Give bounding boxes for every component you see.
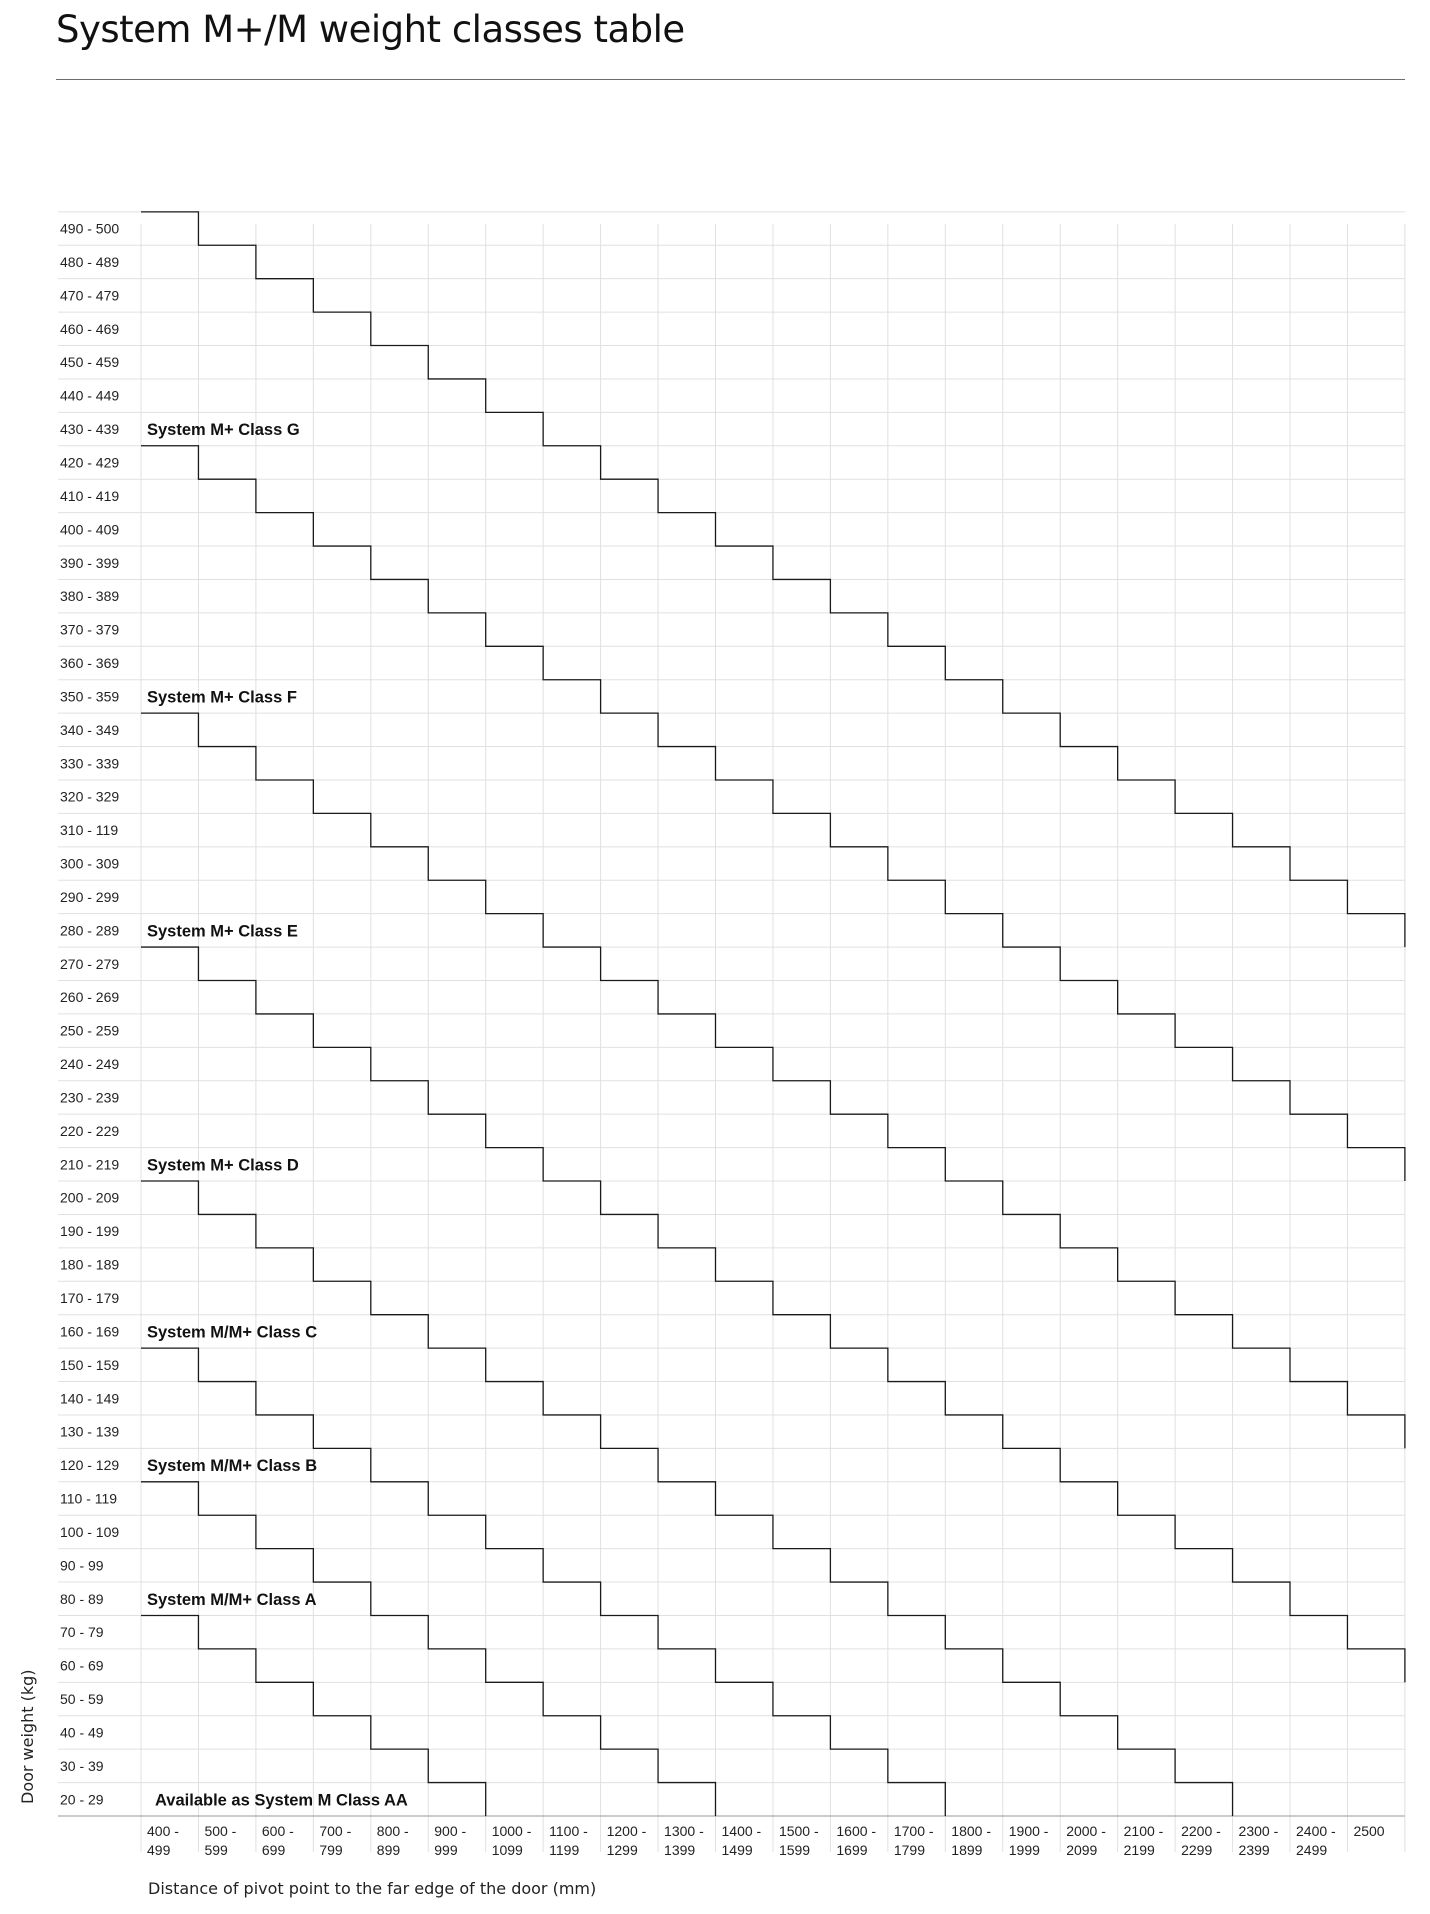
y-tick-label: 450 - 459: [60, 354, 120, 371]
x-tick-label: 2500: [1353, 1823, 1385, 1839]
y-tick-label: 170 - 179: [60, 1289, 120, 1306]
x-tick-label: 600 -: [261, 1823, 294, 1839]
y-tick-label: 140 - 149: [60, 1390, 120, 1407]
labels: [18, 221, 1385, 1898]
x-tick-label: 2100 -: [1123, 1823, 1164, 1839]
x-tick-label: 800 -: [376, 1823, 409, 1839]
y-tick-label: 270 - 279: [60, 955, 120, 972]
x-tick-label: 2299: [1181, 1842, 1213, 1858]
x-tick-label: 1500 -: [778, 1823, 819, 1839]
y-tick-label: 470 - 479: [60, 287, 120, 304]
x-tick-label: 1599: [778, 1842, 811, 1858]
y-tick-label: 410 - 419: [60, 487, 120, 504]
x-tick-label: 1699: [836, 1842, 868, 1858]
y-tick-label: 80 - 89: [60, 1590, 104, 1607]
class-label: System M+ Class D: [147, 1156, 299, 1175]
x-tick-label: 1399: [664, 1842, 696, 1858]
x-tick-label: 999: [434, 1842, 458, 1858]
class-label: System M+ Class G: [147, 421, 300, 440]
x-tick-label: 1199: [549, 1842, 580, 1858]
y-tick-label: 310 - 119: [60, 822, 119, 839]
x-tick-label: 1700 -: [893, 1823, 934, 1839]
class-label: System M/M+ Class C: [147, 1323, 318, 1342]
x-tick-label: 2400 -: [1296, 1823, 1336, 1839]
x-tick-label: 2200 -: [1181, 1823, 1221, 1839]
x-tick-label: 499: [147, 1842, 171, 1858]
y-tick-label: 50 - 59: [60, 1691, 104, 1708]
y-tick-label: 190 - 199: [60, 1223, 120, 1240]
x-tick-label: 2499: [1296, 1842, 1328, 1858]
y-tick-label: 320 - 329: [60, 788, 120, 805]
class-label: System M+ Class F: [147, 688, 297, 707]
y-tick-label: 30 - 39: [60, 1757, 104, 1774]
class-boundary-step: [141, 1181, 1233, 1816]
y-tick-label: 250 - 259: [60, 1022, 120, 1039]
x-tick-label: 699: [261, 1842, 286, 1858]
y-tick-label: 200 - 209: [60, 1189, 120, 1206]
y-tick-label: 400 - 409: [60, 521, 120, 538]
y-tick-label: 160 - 169: [60, 1323, 120, 1340]
x-tick-label: 1499: [721, 1842, 753, 1858]
x-tick-label: 2099: [1066, 1842, 1098, 1858]
x-tick-label: 1400 -: [721, 1823, 762, 1839]
y-tick-label: 100 - 109: [60, 1523, 120, 1540]
y-tick-label: 180 - 189: [60, 1256, 120, 1273]
y-tick-label: 390 - 399: [60, 554, 120, 571]
x-tick-label: 1899: [951, 1842, 983, 1858]
y-tick-label: 220 - 229: [60, 1122, 120, 1139]
y-tick-label: 150 - 159: [60, 1356, 120, 1373]
y-tick-label: 440 - 449: [60, 387, 120, 404]
y-axis-title: Door weight (kg): [18, 1669, 37, 1804]
y-tick-label: 490 - 500: [60, 220, 120, 237]
class-label: Available as System M Class AA: [155, 1791, 408, 1810]
page-title: System M+/M weight classes table: [56, 8, 685, 51]
y-tick-label: 60 - 69: [60, 1657, 104, 1674]
y-tick-label: 230 - 239: [60, 1089, 120, 1106]
y-tick-label: 370 - 379: [60, 621, 120, 638]
y-tick-label: 480 - 489: [60, 253, 120, 270]
x-tick-label: 1099: [491, 1842, 523, 1858]
x-tick-label: 1600 -: [836, 1823, 877, 1839]
class-label: System M/M+ Class A: [147, 1590, 317, 1609]
x-tick-label: 1100 -: [549, 1823, 588, 1839]
x-tick-label: 400 -: [147, 1823, 179, 1839]
y-tick-label: 360 - 369: [60, 655, 120, 672]
x-tick-label: 599: [204, 1842, 228, 1858]
y-tick-label: 90 - 99: [60, 1557, 104, 1574]
x-tick-label: 1000 -: [491, 1823, 532, 1839]
y-tick-label: 210 - 219: [60, 1156, 120, 1173]
y-tick-label: 340 - 349: [60, 721, 120, 738]
x-tick-label: 900 -: [434, 1823, 467, 1839]
y-tick-label: 430 - 439: [60, 421, 120, 438]
x-tick-label: 2399: [1238, 1842, 1270, 1858]
x-tick-label: 2300 -: [1238, 1823, 1279, 1839]
y-tick-label: 350 - 359: [60, 688, 120, 705]
x-tick-label: 1900 -: [1008, 1823, 1049, 1839]
y-tick-label: 260 - 269: [60, 989, 120, 1006]
x-tick-label: 899: [376, 1842, 401, 1858]
x-tick-label: 700 -: [319, 1823, 352, 1839]
x-tick-label: 1200 -: [606, 1823, 647, 1839]
y-tick-label: 70 - 79: [60, 1624, 104, 1641]
x-tick-label: 500 -: [204, 1823, 237, 1839]
y-tick-label: 240 - 249: [60, 1056, 120, 1073]
x-tick-label: 799: [319, 1842, 343, 1858]
y-tick-label: 420 - 429: [60, 454, 120, 471]
y-tick-label: 290 - 299: [60, 888, 120, 905]
x-tick-label: 2000 -: [1066, 1823, 1106, 1839]
y-tick-label: 280 - 289: [60, 922, 120, 939]
x-tick-label: 1300 -: [664, 1823, 704, 1839]
class-label: System M/M+ Class B: [147, 1457, 318, 1476]
y-tick-label: 130 - 139: [60, 1423, 120, 1440]
y-tick-label: 330 - 339: [60, 755, 120, 772]
y-tick-label: 300 - 309: [60, 855, 120, 872]
x-axis-title: Distance of pivot point to the far edge of the door (mm): [148, 1879, 597, 1898]
y-tick-label: 380 - 389: [60, 588, 120, 605]
class-label: System M+ Class E: [147, 922, 298, 941]
x-tick-label: 1799: [893, 1842, 926, 1858]
x-tick-label: 1999: [1008, 1842, 1040, 1858]
x-tick-label: 1299: [606, 1842, 638, 1858]
y-tick-label: 20 - 29: [60, 1791, 104, 1808]
y-tick-label: 40 - 49: [60, 1724, 104, 1741]
y-tick-label: 460 - 469: [60, 320, 120, 337]
x-tick-label: 1800 -: [951, 1823, 992, 1839]
y-tick-label: 110 - 119: [60, 1490, 118, 1507]
x-tick-label: 2199: [1123, 1842, 1155, 1858]
y-tick-label: 120 - 129: [60, 1457, 120, 1474]
